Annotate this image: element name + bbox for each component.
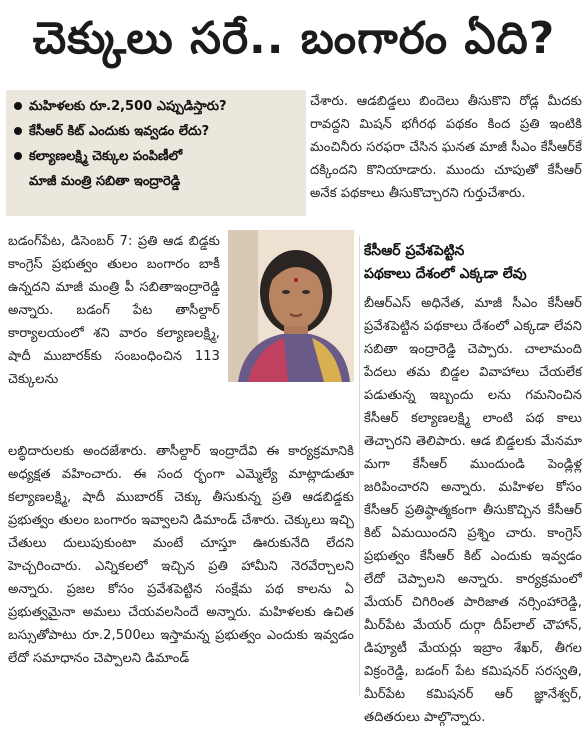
highlight-item: మహిళలకు రూ.2,500 ఎప్పుడిస్తారు? [12,94,300,119]
portrait-photo-icon-graphic [228,230,354,382]
highlights-list [12,94,300,194]
bullet-icon [14,152,22,160]
bullet-icon [14,102,22,110]
subheading: కేసీఆర్ ప్రవేశపెట్టిన పథకాలు దేశంలో ఎక్కడా లేవు [364,243,527,282]
article-column-right-top: చేశారు. ఆడబిడ్డలు బిందెలు తీసుకొని రోడ్ల మీదకు రావద్దని మిషన్ భగీరథ పథకం కింద ప్రతి ఇంటికి మంచినీరు సరఫరా చేసిన ఘనత మాజీ సీఎం కేసీఆర్‌కే దక్కిందని కొనియాడారు. ముందు చూపుతో కేసీఆర్ అనేక పథకాలు తీసుకొచ్చారని గుర్తుచేశారు. [310,94,582,201]
article-column-left-bottom: లబ్ధిదారులకు అందజేశారు. తాసీల్దార్ ఇంద్రాదేవి ఈ కార్యక్రమానికి అధ్యక్షత వహించారు. ఈ సంద ర్భంగా ఎమ్మెల్యే మాట్లాడుతూ కల్యాణలక్ష్మి, షాదీ ముబారక్ చెక్కు తీసుకున్న ప్రతి ఆడబిడ్డకు ప్రభుత్వం తులం బంగారం ఇవ్వాలని డిమాండ్ చేశారు. చెక్కులు ఇచ్చి చేతులు దులుపుకుంటా మంటే చూస్తూ ఊరుకునేది లేదని హెచ్చరించారు. ఎన్నికలలో ఇచ్చిన ప్రతి హామీని నెరవేర్చాలని అన్నారు. ప్రజల కోసం ప్రవేశపెట్టిన సంక్షేమ పథ కాలను ఏ ప్రభుత్వమైనా అమలు చేయవలసిందే అన్నారు. మహిళలకు ఉచిత బస్సుతోపాటు రూ.2,500లు ఇస్తామన్న ప్రభుత్వం ఎందుకు ఇవ్వడం లేదో సమాధానం చెప్పాలని డిమాండ్ [8,444,354,666]
headline: చెక్కులు సరే.. బంగారం ఏది? [32,13,556,64]
highlight-item: కల్యాణలక్ష్మి చెక్కుల పంపిణీలో మాజీ మంత్రి సబితా ఇంద్రారెడ్డి [12,144,300,194]
article-column-left-top: బడంగ్‌పేట, డిసెంబర్ 7: ప్రతి ఆడ బిడ్డకు కాంగ్రెస్ ప్రభుత్వం తులం బంగారం బాకీ ఉన్నదని మాజీ మంత్రి పీ సబితాఇంద్రారెడ్డి అన్నారు. బడంగ్ పేట తాసీల్దార్ కార్యాలయంలో శని వారం కల్యాణలక్ష్మి, షాదీ ముబారక్‌కు సంబంధించిన 113 చెక్కులను [8,234,220,387]
column-divider [359,236,360,696]
bullet-icon [14,127,22,135]
portrait-photo-icon [228,230,354,382]
highlights-box [6,90,306,216]
article-column-right-bottom: బీఆర్ఎస్ అధినేత, మాజీ సీఎం కేసీఆర్ ప్రవేశపెట్టిన పథకాలు దేశంలో ఎక్కడా లేవని సబితా ఇంద్రారెడ్డి చెప్పారు. చాలామంది పేదలు తమ బిడ్డల వివాహాలు చేయలేక పడుతున్న ఇబ్బందు లను గమనించిన కేసీఆర్ కల్యాణలక్ష్మి లాంటి పథ కాలు తెచ్చారని తెలిపారు. ఆడ బిడ్డలకు మేనమా మగా కేసీఆర్ ముందుండి పెండ్లిళ్ల జరిపించారని అన్నారు. మహిళల కోసం కేసీఆర్ ప్రతిష్ఠాత్మకంగా తీసుకొచ్చిన కేసీఆర్ కిట్ ఏమయిందని ప్రశ్నిం చారు. కాంగ్రెస్ ప్రభుత్వం కేసీఆర్ కిట్ ఎందుకు ఇవ్వడం లేదో చెప్పాలని అన్నారు. కార్యక్రమంలో మేయర్ చిగిరింత పారిజాత నర్సింహారెడ్డి, మీర్‌పేట మేయర్ దుర్గా దీప్‌లాల్ చౌహాన్, డిప్యూటీ మేయర్లు ఇబ్రాం శేఖర్, తీగల విక్రంరెడ్డి, బడంగ్ పేట కమిషనర్ సరస్వతి, మీర్‌పేట కమిషనర్ ఆర్ జ్ఞానేశ్వర్, తదితరులు పాల్గొన్నారు. [364,296,582,725]
highlight-item: కేసీఆర్ కిట్ ఎందుకు ఇవ్వడం లేదు? [12,119,300,144]
